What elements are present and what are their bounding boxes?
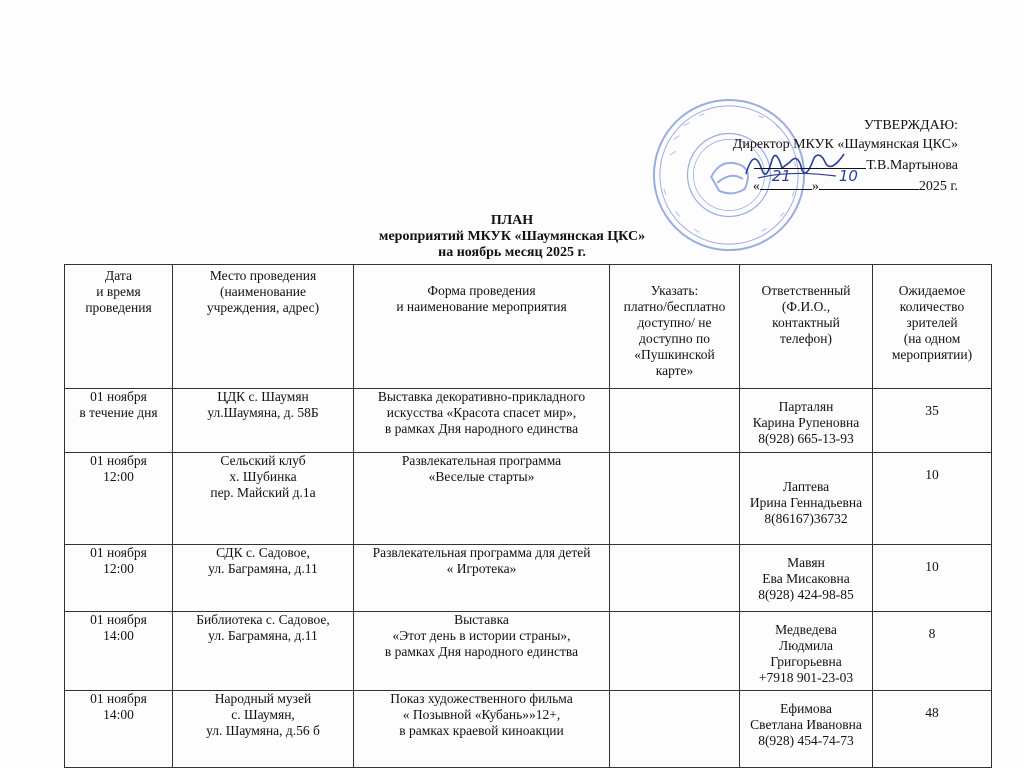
cell-event: Развлекательная программа «Веселые старты» [354, 453, 610, 545]
cell-date: 01 ноября 14:00 [65, 691, 173, 768]
cell-event: Развлекательная программа для детей « Игротека» [354, 545, 610, 612]
header-event: Форма проведения и наименование мероприятия [354, 265, 610, 389]
cell-event: Показ художественного фильма « Позывной «Кубань»»12+, в рамках краевой киноакции [354, 691, 610, 768]
title-line-3: на ноябрь месяц 2025 г. [438, 245, 586, 260]
cell-responsible: Лаптева Ирина Геннадьевна 8(86167)36732 [740, 453, 873, 545]
cell-responsible: Ефимова Светлана Ивановна 8(928) 454-74-73 [740, 691, 873, 768]
cell-access [610, 545, 740, 612]
events-table [64, 264, 992, 768]
title-line-2: мероприятий МКУК «Шаумянская ЦКС» [378, 229, 646, 244]
approval-position: Директор МКУК «Шаумянская ЦКС» [732, 137, 958, 152]
cell-event: Выставка «Этот день в истории страны», в рамках Дня народного единства [354, 612, 610, 691]
table-row [65, 612, 992, 691]
header-place: Место проведения (наименование учреждения, адрес) [173, 265, 354, 389]
cell-access [610, 389, 740, 453]
table-row [65, 691, 992, 768]
cell-count: 35 [873, 389, 992, 453]
table-row [65, 453, 992, 545]
header-access: Указать: платно/бесплатно доступно/ не доступно по «Пушкинской карте» [610, 265, 740, 389]
cell-count: 10 [873, 545, 992, 612]
cell-count: 10 [873, 453, 992, 545]
table-row [65, 545, 992, 612]
approval-month: 10 [838, 167, 858, 185]
quote-open: « [752, 179, 760, 194]
cell-place: Сельский клуб х. Шубинка пер. Майский д.1а [173, 453, 354, 545]
header-count: Ожидаемое количество зрителей (на одном мероприятии) [873, 265, 992, 389]
approval-year: 2025 г. [918, 179, 958, 194]
document-title [0, 213, 1024, 261]
approval-heading: УТВЕРЖДАЮ: [863, 118, 958, 133]
cell-date: 01 ноября в течение дня [65, 389, 173, 453]
approval-date-line [733, 167, 958, 196]
approval-name: Т.В.Мартынова [866, 158, 958, 173]
cell-count: 48 [873, 691, 992, 768]
cell-place: Библиотека с. Садовое, ул. Баграмяна, д.11 [173, 612, 354, 691]
cell-responsible: Медведева Людмила Григорьевна +7918 901-23-03 [740, 612, 873, 691]
cell-date: 01 ноября 14:00 [65, 612, 173, 691]
title-line-1: ПЛАН [490, 213, 534, 228]
cell-access [610, 691, 740, 768]
cell-access [610, 453, 740, 545]
approval-day: 21 [771, 167, 791, 185]
cell-responsible: Парталян Карина Рупеновна 8(928) 665-13-93 [740, 389, 873, 453]
day-underline [760, 167, 812, 190]
cell-date: 01 ноября 12:00 [65, 545, 173, 612]
cell-count: 8 [873, 612, 992, 691]
cell-responsible: Мавян Ева Мисаковна 8(928) 424-98-85 [740, 545, 873, 612]
month-underline [819, 167, 919, 190]
cell-date: 01 ноября 12:00 [65, 453, 173, 545]
table-row [65, 389, 992, 453]
approval-block [733, 116, 958, 196]
header-responsible: Ответственный (Ф.И.О., контактный телефон) [740, 265, 873, 389]
header-date: Дата и время проведения [65, 265, 173, 389]
cell-event: Выставка декоративно-прикладного искусства «Красота спасет мир», в рамках Дня народного единства [354, 389, 610, 453]
cell-place: Народный музей с. Шаумян, ул. Шаумяна, д.56 б [173, 691, 354, 768]
cell-place: ЦДК с. Шаумян ул.Шаумяна, д. 58Б [173, 389, 354, 453]
quote-close: » [811, 179, 819, 194]
cell-place: СДК с. Садовое, ул. Баграмяна, д.11 [173, 545, 354, 612]
table-header-row [65, 265, 992, 389]
cell-access [610, 612, 740, 691]
